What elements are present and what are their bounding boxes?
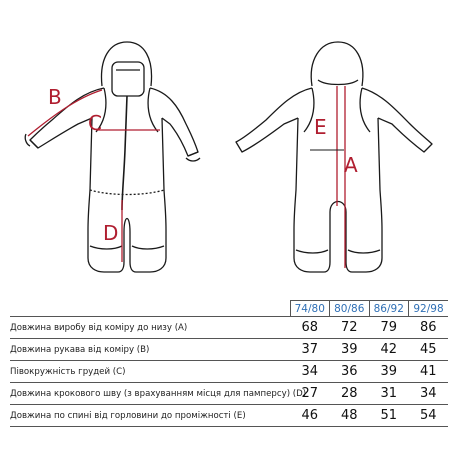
measurement-value: 34 — [290, 361, 330, 383]
measurement-value: 72 — [330, 317, 370, 339]
measurement-value: 34 — [409, 383, 449, 405]
label-e: E — [314, 115, 327, 139]
table-row — [10, 339, 448, 361]
table-row — [10, 317, 448, 339]
measurement-value: 39 — [369, 361, 409, 383]
label-b: B — [48, 85, 62, 109]
measurement-name: Довжина крокового шву (з врахуванням місця для памперсу) (D) — [10, 383, 290, 405]
table-row — [10, 383, 448, 405]
size-header: 80/86 — [330, 301, 370, 317]
measurement-value: 31 — [369, 383, 409, 405]
measurement-value: 68 — [290, 317, 330, 339]
back-measurements — [337, 86, 345, 268]
label-a: A — [344, 153, 358, 177]
label-d: D — [103, 221, 119, 245]
size-header: 86/92 — [369, 301, 409, 317]
back-view-drawing — [236, 42, 432, 272]
measurement-value: 41 — [409, 361, 449, 383]
size-table — [10, 300, 448, 427]
measurement-value: 46 — [290, 405, 330, 427]
measurement-value: 79 — [369, 317, 409, 339]
measurement-value: 86 — [409, 317, 449, 339]
measurement-name: Довжина рукава від коміру (В) — [10, 339, 290, 361]
measurement-value: 37 — [290, 339, 330, 361]
table-row — [10, 361, 448, 383]
measurement-name: Півокружність грудей (С) — [10, 361, 290, 383]
measurement-value: 28 — [330, 383, 370, 405]
header-blank-cell — [10, 301, 290, 317]
measurement-value: 36 — [330, 361, 370, 383]
measurement-name: Довжина по спині від горловини до проміжності (E) — [10, 405, 290, 427]
size-header: 74/80 — [290, 301, 330, 317]
table-header-row — [10, 301, 448, 317]
table-row — [10, 405, 448, 427]
measurement-value: 39 — [330, 339, 370, 361]
measurement-value: 48 — [330, 405, 370, 427]
measurement-value: 27 — [290, 383, 330, 405]
size-header: 92/98 — [409, 301, 449, 317]
measurement-name: Довжина виробу від коміру до низу (А) — [10, 317, 290, 339]
measurement-value: 54 — [409, 405, 449, 427]
measurement-value: 42 — [369, 339, 409, 361]
label-c: C — [88, 111, 102, 135]
measurement-value: 45 — [409, 339, 449, 361]
measurement-value: 51 — [369, 405, 409, 427]
